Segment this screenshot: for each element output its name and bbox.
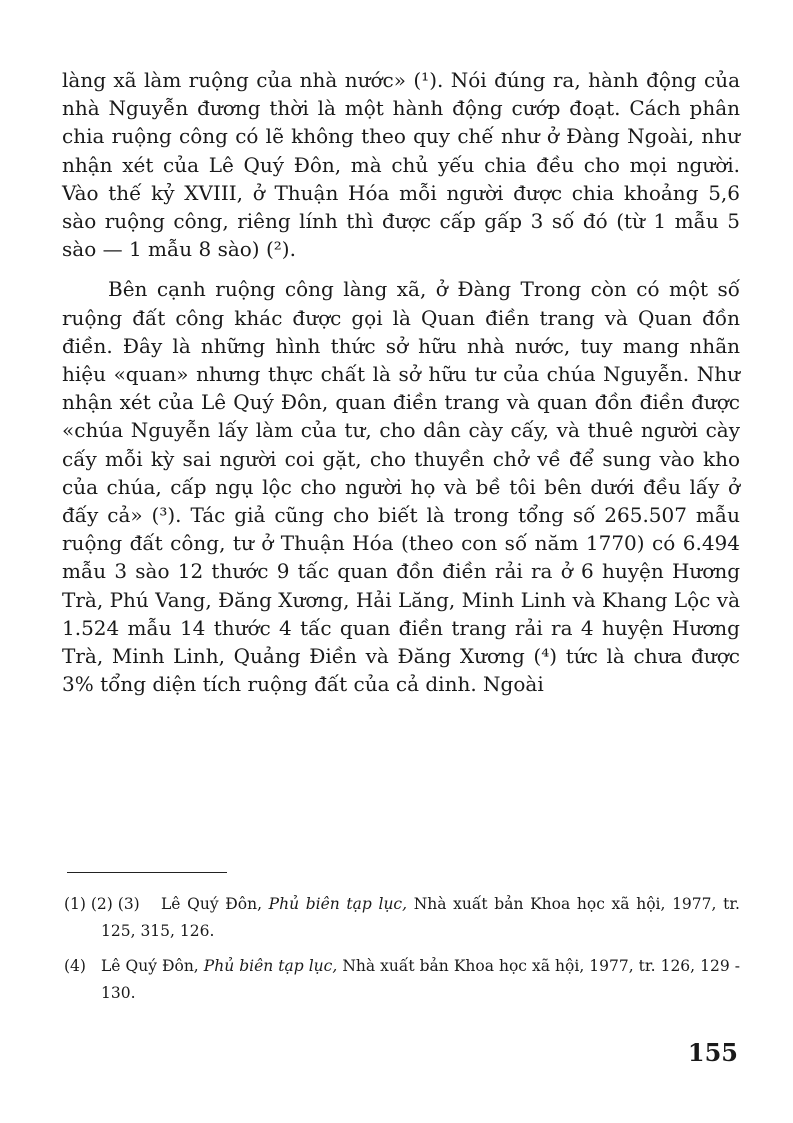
footnote-author: Lê Quý Đôn, [161,895,262,913]
footnote-number: (4) [64,957,86,975]
footnote-author: Lê Quý Đôn, [101,957,199,975]
footnote-number: (1) (2) (3) [64,895,140,913]
footnotes [64,891,740,1015]
footnote-title: Phủ biên tạp lục, [203,957,338,975]
page-number: 155 [687,1038,738,1067]
main-text [62,66,740,698]
footnote-details: Nhà xuất bản Khoa học xã hội, 1977, tr. 126, 129 - 130. [101,957,740,1002]
footnote-divider [67,872,227,873]
footnote-1-2-3 [64,891,740,945]
paragraph-continuation: làng xã làm ruộng của nhà nước» (¹). Nói đúng ra, hành động của nhà Nguyễn đương thời là một hành động cướp đoạt. Cách phân chia ruộng công có lẽ không theo quy chế như ở Đàng Ngoài, như nhận xét của Lê Quý Đôn, mà chủ yếu chia đều cho mọi người. Vào thế kỷ XVIII, ở Thuận Hóa mỗi người được chia khoảng 5,6 sào ruộng công, riêng lính thì được cấp gấp 3 số đó (từ 1 mẫu 5 sào — 1 mẫu 8 sào) (²). [62,68,740,262]
footnote-details: Nhà xuất bản Khoa học xã hội, 1977, tr. 125, 315, 126. [101,895,740,940]
paragraph-quan-dien-trang: Bên cạnh ruộng công làng xã, ở Đàng Trong còn có một số ruộng đất công khác được gọi là Quan điền trang và Quan đồn điền. Đây là những hình thức sở hữu nhà nước, tuy mang nhãn hiệu «quan» nhưng thực chất là sở hữu tư của chúa Nguyễn. Như nhận xét của Lê Quý Đôn, quan điền trang và quan đồn điền được «chúa Nguyễn lấy làm của tư, cho dân cày cấy, và thuê người cày cấy mỗi kỳ sai người coi gặt, cho thuyền chở về để sung vào kho của chúa, cấp ngụ lộc cho người họ và bề tôi bên dưới đều lấy ở đấy cả» (³). Tác giả cũng cho biết là trong tổng số 265.507 mẫu ruộng đất công, tư ở Thuận Hóa (theo con số năm 1770) có 6.494 mẫu 3 sào 12 thước 9 tấc quan đồn điền rải ra ở 6 huyện Hương Trà, Phú Vang, Đăng Xương, Hải Lăng, Minh Linh và Khang Lộc và 1.524 mẫu 14 thước 4 tấc quan điền trang rải ra 4 huyện Hương Trà, Minh Linh, Quảng Điền và Đăng Xương (⁴) tức là chưa được 3% tổng diện tích ruộng đất của cả dinh. Ngoài [62,277,740,697]
footnote-4 [64,953,740,1007]
footnote-title: Phủ biên tạp lục, [268,895,408,913]
